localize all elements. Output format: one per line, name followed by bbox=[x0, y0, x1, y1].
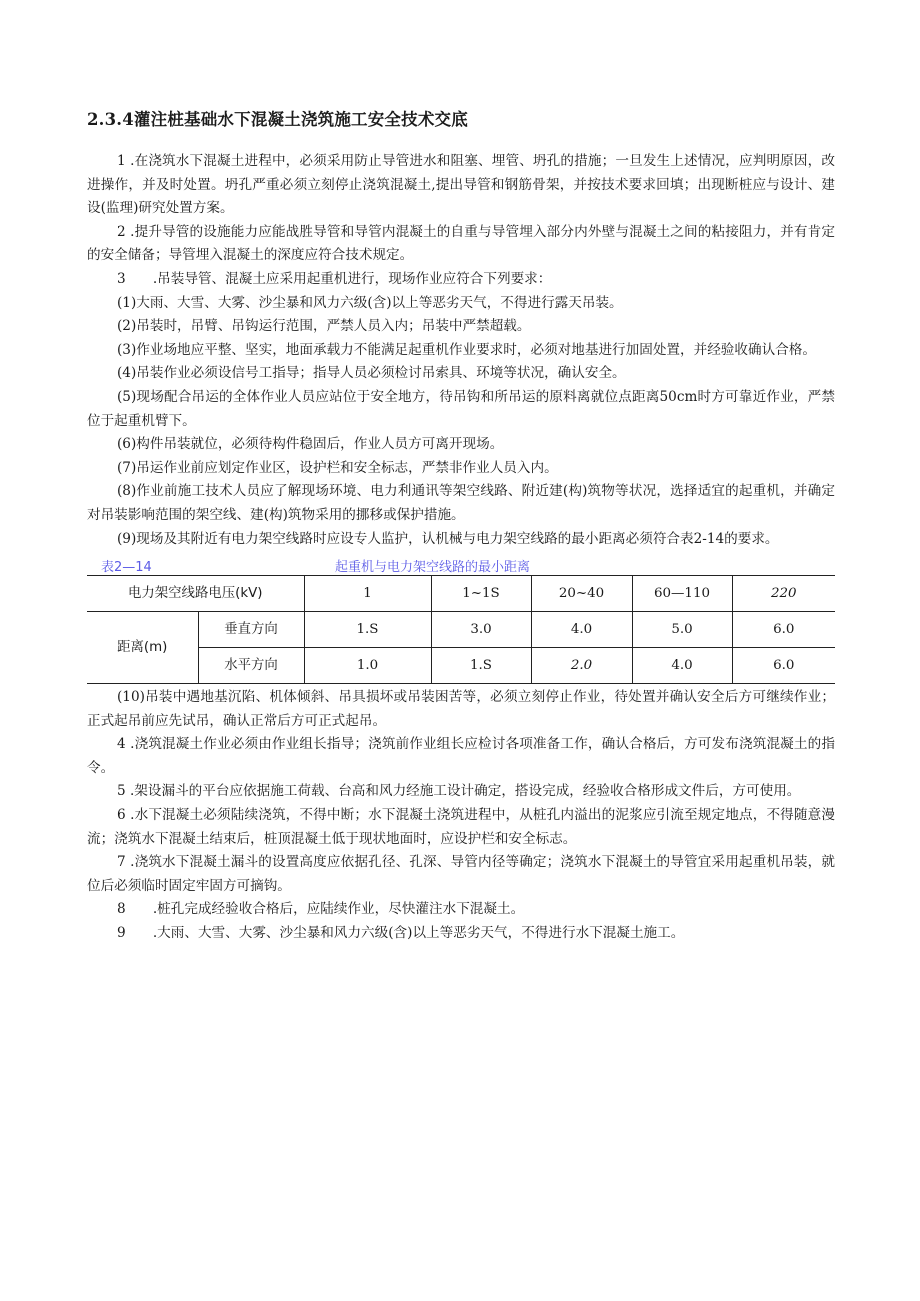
voltage-cell: 220 bbox=[732, 576, 835, 612]
item-5: (5)现场配合吊运的全体作业人员应站位于安全地方，待吊钩和所吊运的原料离就位点距离50cm时方可靠近作业，严禁位于起重机臂下。 bbox=[87, 388, 835, 429]
paragraph-4: 4 .浇筑混凝土作业必须由作业组长指导；浇筑前作业组长应检讨各项准备工作，确认合格后，方可发布浇筑混凝土的指令。 bbox=[87, 736, 835, 776]
table-row bbox=[87, 648, 835, 684]
table-row bbox=[87, 612, 835, 648]
table-cell: 4.0 bbox=[632, 648, 732, 684]
direction-label: 垂直方向 bbox=[198, 612, 304, 648]
item-10: (10)吊装中遇地基沉陷、机体倾斜、吊具损坏或吊装困苦等，必须立刻停止作业，待处置并确认安全后方可继续作业；正式起吊前应先试吊，确认正常后方可正式起吊。 bbox=[87, 689, 835, 729]
voltage-cell: 20~40 bbox=[531, 576, 632, 612]
paragraph-2: 2 .提升导管的设施能力应能战胜导管和导管内混凝土的自重与导管埋入部分内外壁与混凝土之间的粘接阻力，并有肯定的安全储备；导管埋入混凝土的深度应符合技术规定。 bbox=[87, 223, 835, 264]
paragraph-8: 8 .桩孔完成经验收合格后，应陆续作业，尽快灌注水下混凝土。 bbox=[117, 901, 525, 918]
voltage-cell: 1 bbox=[304, 576, 431, 612]
paragraph-9: 9 .大雨、大雪、大雾、沙尘暴和风力六级(含)以上等恶劣天气，不得进行水下混凝土施工。 bbox=[117, 925, 685, 942]
item-4: (4)吊装作业必须设信号工指导；指导人员必须检讨吊索具、环境等状况，确认安全。 bbox=[117, 365, 626, 382]
table-cell: 2.0 bbox=[531, 648, 632, 684]
item-3: (3)作业场地应平整、坚实，地面承载力不能满足起重机作业要求时，必须对地基进行加固处置，并经验收确认合格。 bbox=[117, 341, 816, 358]
item-9: (9)现场及其附近有电力架空线路时应设专人监护，认机械与电力架空线路的最小距离必须符合表2-14的要求。 bbox=[117, 530, 779, 547]
item-7: (7)吊运作业前应划定作业区，设护栏和安全标志，严禁非作业人员入内。 bbox=[117, 459, 558, 476]
table-cell: 3.0 bbox=[431, 612, 531, 648]
paragraph-6: 6 .水下混凝土必须陆续浇筑，不得中断；水下混凝土浇筑进程中，从桩孔内溢出的泥浆应引流至规定地点，不得随意漫流；浇筑水下混凝土结束后，桩顶混凝土低于现状地面时，应设护栏和安全标志。 bbox=[87, 807, 835, 847]
item-6: (6)构件吊装就位，必须待构件稳固后，作业人员方可离开现场。 bbox=[117, 436, 504, 453]
table-caption bbox=[87, 553, 835, 575]
table-cell: 1.S bbox=[304, 612, 431, 648]
item-1: (1)大雨、大雪、大雾、沙尘暴和风力六级(含)以上等恶劣天气，不得进行露天吊装。 bbox=[117, 294, 623, 311]
item-8: (8)作业前施工技术人员应了解现场环境、电力利通讯等架空线路、附近建(构)筑物等状况，选择适宜的起重机，并确定对吊装影响范围的架空线、建(构)筑物采用的挪移或保护措施。 bbox=[87, 483, 835, 523]
table-cell: 6.0 bbox=[732, 648, 835, 684]
table-cell: 5.0 bbox=[632, 612, 732, 648]
section-title: 2.3.4灌注桩基础水下混凝土浇筑施工安全技术交底 bbox=[87, 110, 468, 129]
paragraph-5: 5 .架设漏斗的平台应依据施工荷载、台高和风力经施工设计确定，搭设完成，经验收合格形成文件后，方可使用。 bbox=[117, 783, 801, 800]
table-cell: 6.0 bbox=[732, 612, 835, 648]
paragraph-7: 7 .浇筑水下混凝土漏斗的设置高度应依据孔径、孔深、导管内径等确定；浇筑水下混凝土的导管宜采用起重机吊装，就位后必须临时固定牢固方可摘钩。 bbox=[87, 854, 835, 894]
voltage-cell: 60—110 bbox=[632, 576, 732, 612]
table-cell: 1.0 bbox=[304, 648, 431, 684]
item-2: (2)吊装时，吊臂、吊钩运行范围，严禁人员入内；吊装中严禁超载。 bbox=[117, 318, 531, 335]
direction-label: 水平方向 bbox=[198, 648, 304, 684]
voltage-cell: 1~1S bbox=[431, 576, 531, 612]
distance-label: 距离(m) bbox=[87, 612, 198, 684]
table-cell: 4.0 bbox=[531, 612, 632, 648]
paragraph-3: 3 .吊装导管、混凝土应采用起重机进行，现场作业应符合下列要求： bbox=[117, 270, 552, 287]
table-cell: 1.S bbox=[431, 648, 531, 684]
table-header-row bbox=[87, 576, 835, 612]
paragraph-1: 1 .在浇筑水下混凝土进程中，必须采用防止导管进水和阻塞、埋管、坍孔的措施；一旦发生上述情况，应判明原因，改进操作，并及时处置。坍孔严重必须立刻停止浇筑混凝土,提出导管和钢筋骨架，并按技术要求回填；出现断桩应与设计、建设(监理)研究处置方案。 bbox=[87, 153, 835, 217]
table-number: 表2—14 bbox=[101, 560, 152, 576]
table-title: 起重机与电力架空线路的最小距离 bbox=[335, 560, 531, 576]
document-body bbox=[87, 150, 835, 946]
voltage-header: 电力架空线路电压(kV) bbox=[87, 576, 304, 612]
distance-table bbox=[87, 575, 835, 684]
